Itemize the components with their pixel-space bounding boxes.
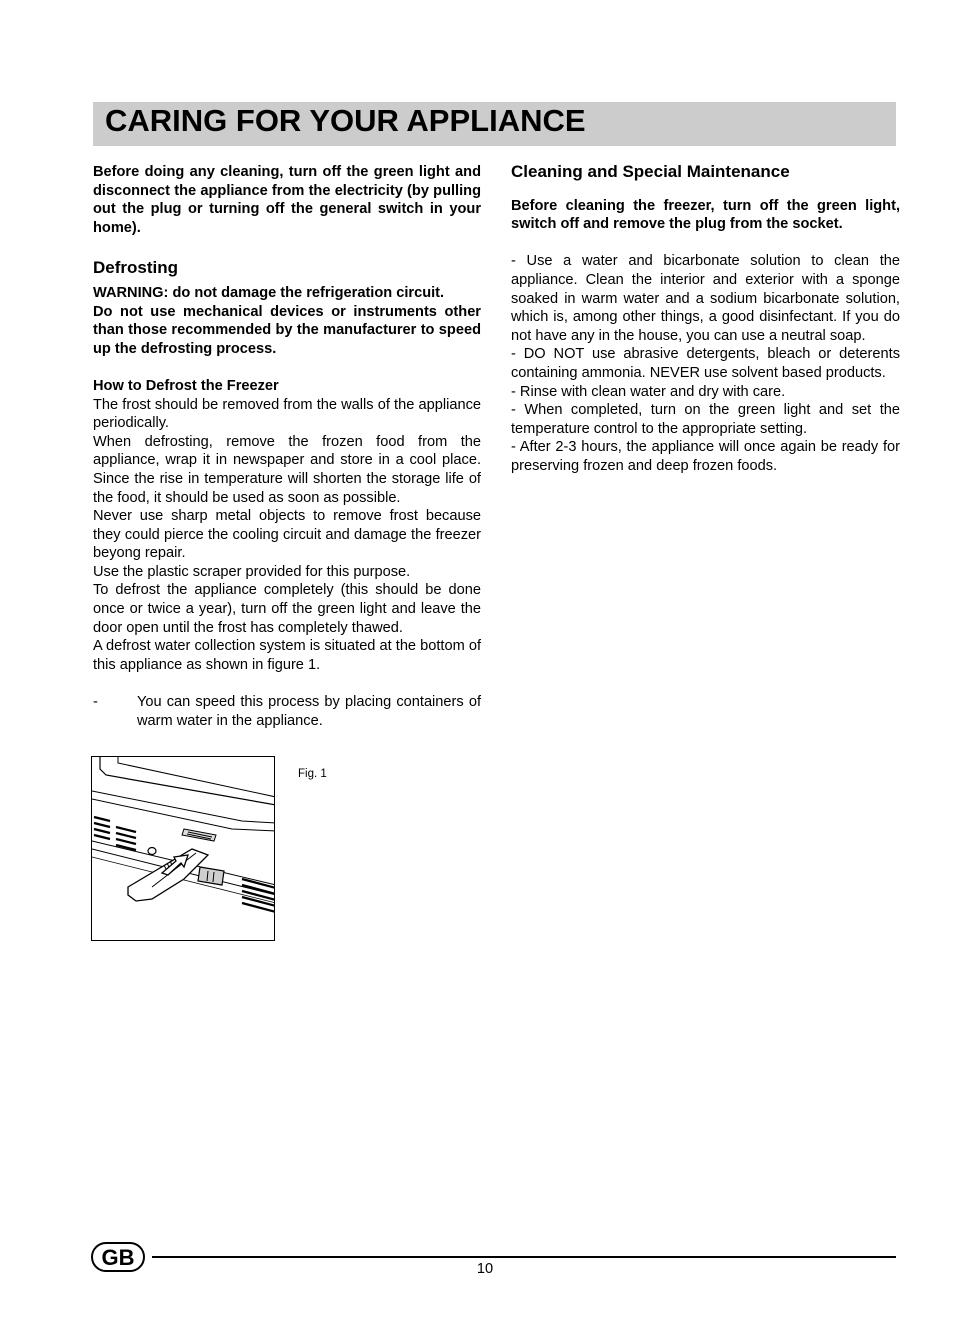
left-column — [93, 163, 481, 730]
defrost-paragraph: A defrost water collection system is situated at the bottom of this appliance as shown in figure 1. — [93, 638, 481, 673]
footer-rule — [152, 1256, 896, 1258]
cleaning-heading: Cleaning and Special Maintenance — [511, 162, 790, 181]
howto-heading: How to Defrost the Freezer — [93, 377, 279, 394]
defrost-paragraph: Use the plastic scraper provided for this purpose. — [93, 563, 411, 580]
page-title: CARING FOR YOUR APPLIANCE — [105, 103, 586, 138]
cleaning-item: - After 2-3 hours, the appliance will once again be ready for preserving frozen and deep frozen foods. — [511, 439, 900, 474]
bullet-item — [93, 693, 481, 730]
defrost-paragraph: Never use sharp metal objects to remove frost because they could pierce the cooling circuit and damage the freezer beyong repair. — [93, 508, 481, 562]
defrost-paragraph: To defrost the appliance completely (this should be done once or twice a year), turn off the green light and leave the door open until the frost has completely thawed. — [93, 582, 481, 636]
figure-caption: Fig. 1 — [298, 768, 327, 780]
cleaning-item: - Use a water and bicarbonate solution to clean the appliance. Clean the interior and exterior with a sponge soaked in warm water and a sodium bicarbonate solution, which is, among other things, a good disinfectant. If you do not have any in the house, you can use a neutral soap. — [511, 253, 900, 344]
warning-line-2: Do not use mechanical devices or instruments other than those recommended by the manufacturer to speed up the defrosting process. — [93, 303, 481, 357]
language-badge: GB — [91, 1242, 145, 1272]
title-bar — [93, 102, 896, 146]
cleaning-item: - DO NOT use abrasive detergents, bleach or deterents containing ammonia. NEVER use solvent based products. — [511, 346, 900, 381]
figure-1-illustration — [91, 756, 275, 941]
cleaning-item: - When completed, turn on the green light and set the temperature control to the appropriate setting. — [511, 402, 900, 437]
intro-warning: Before doing any cleaning, turn off the green light and disconnect the appliance from the electricity (by pulling out the plug or turning off the general switch in your home). — [93, 164, 481, 236]
right-column — [511, 163, 900, 476]
bullet-text: You can speed this process by placing containers of warm water in the appliance. — [137, 694, 481, 729]
warning-line-1: WARNING: do not damage the refrigeration circuit. — [93, 284, 445, 301]
defrost-paragraph: When defrosting, remove the frozen food from the appliance, wrap it in newspaper and store in a cool place. Since the rise in temperature will shorten the storage life of the food, it should be used as soon as possible. — [93, 433, 481, 506]
cleaning-warning: Before cleaning the freezer, turn off the green light, switch off and remove the plug from the socket. — [511, 197, 900, 233]
defrosting-heading: Defrosting — [93, 258, 178, 278]
page-number: 10 — [476, 1261, 494, 1277]
bullet-dash: - — [93, 694, 98, 711]
defrost-drain-drawing — [92, 757, 275, 941]
cleaning-item: - Rinse with clean water and dry with care. — [511, 383, 786, 400]
defrost-paragraph: The frost should be removed from the walls of the appliance periodically. — [93, 396, 481, 432]
